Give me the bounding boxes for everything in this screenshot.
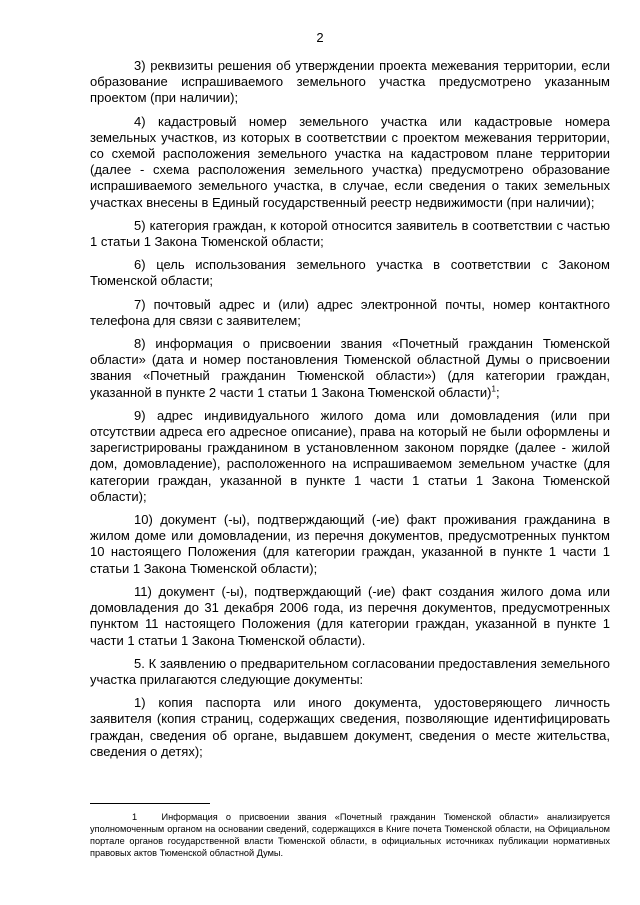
footnote <box>90 811 610 859</box>
paragraph-item-8-tail: ; <box>495 384 500 400</box>
paragraph-item-8 <box>90 336 610 401</box>
paragraph-section-5: 5. К заявлению о предварительном согласовании предоставления земельного участка прилагаются следующие документы: <box>90 655 610 687</box>
paragraph-item-3: 3) реквизиты решения об утверждении проекта межевания территории, если образование испрашиваемого земельного участка предусмотрено указанным проектом (при наличии); <box>90 58 610 106</box>
footnote-divider <box>90 803 210 804</box>
footnote-text: Информация о присвоении звания «Почетный гражданин Тюменской области» анализируется уполномоченным органом на основании сведений, содержащихся в Книге почета Тюменской области, на Официальном портале органов государственной власти Тюменской области, в официальных источниках публикации нормативных правовых актов Тюменской областной Думы. <box>90 812 610 858</box>
footnote-marker: 1 <box>132 812 138 822</box>
paragraph-item-8-text: 8) информация о присвоении звания «Почетный гражданин Тюменской области» (дата и номер постановления Тюменской областной Думы о присвоении звания «Почетный гражданин Тюменской области») (для категории граждан, указанной в пункте 2 части 1 статьи 1 Закона Тюменской области) <box>90 336 610 400</box>
paragraph-item-11: 11) документ (-ы), подтверждающий (-ие) факт создания жилого дома или домовладения до 31 декабря 2006 года, из перечня документов, предусмотренных пунктом 11 настоящего Положения (для категории граждан, указанной в пункте 1 части 1 статьи 1 Закона Тюменской области). <box>90 583 610 648</box>
paragraph-item-4: 4) кадастровый номер земельного участка или кадастровые номера земельных участков, из которых в соответствии с проектом межевания территории, со схемой расположения земельного участка на кадастровом плане территории (далее - схема расположения земельного участка) предусмотрено образование испрашиваемого земельного участка, в случае, если сведения о таких земельных участках внесены в Единый государственный реестр недвижимости (при наличии); <box>90 113 610 210</box>
paragraph-item-7: 7) почтовый адрес и (или) адрес электронной почты, номер контактного телефона для связи с заявителем; <box>90 296 610 328</box>
paragraph-item-6: 6) цель использования земельного участка в соответствии с Законом Тюменской области; <box>90 257 610 289</box>
paragraph-item-5: 5) категория граждан, к которой относится заявитель в соответствии с частью 1 статьи 1 Закона Тюменской области; <box>90 217 610 250</box>
paragraph-attachment-1: 1) копия паспорта или иного документа, удостоверяющего личность заявителя (копия страниц, содержащих сведения, позволяющие идентифицировать граждан, сведения об органе, выдавшем документ, сведения о месте жительства, сведения о детях); <box>90 695 610 759</box>
page-number: 2 <box>316 30 324 45</box>
paragraph-item-10: 10) документ (-ы), подтверждающий (-ие) факт проживания гражданина в жилом доме или домовладении, из перечня документов, предусмотренных пунктом 10 настоящего Положения (для категории граждан, указанной в пункте 1 части 1 статьи 1 Закона Тюменской области); <box>90 512 610 576</box>
document-body <box>90 58 610 767</box>
paragraph-item-9: 9) адрес индивидуального жилого дома или домовладения (или при отсутствии адреса его адресное описание), права на который не были оформлены и зарегистрированы гражданином в установленном законом порядке (далее - жилой дом, домовладение), расположенного на испрашиваемом земельном участке (для категории граждан, указанной в пункте 1 части 1 статьи 1 Закона Тюменской области); <box>90 407 610 504</box>
footnote-reference[interactable]: 1 <box>491 384 496 394</box>
